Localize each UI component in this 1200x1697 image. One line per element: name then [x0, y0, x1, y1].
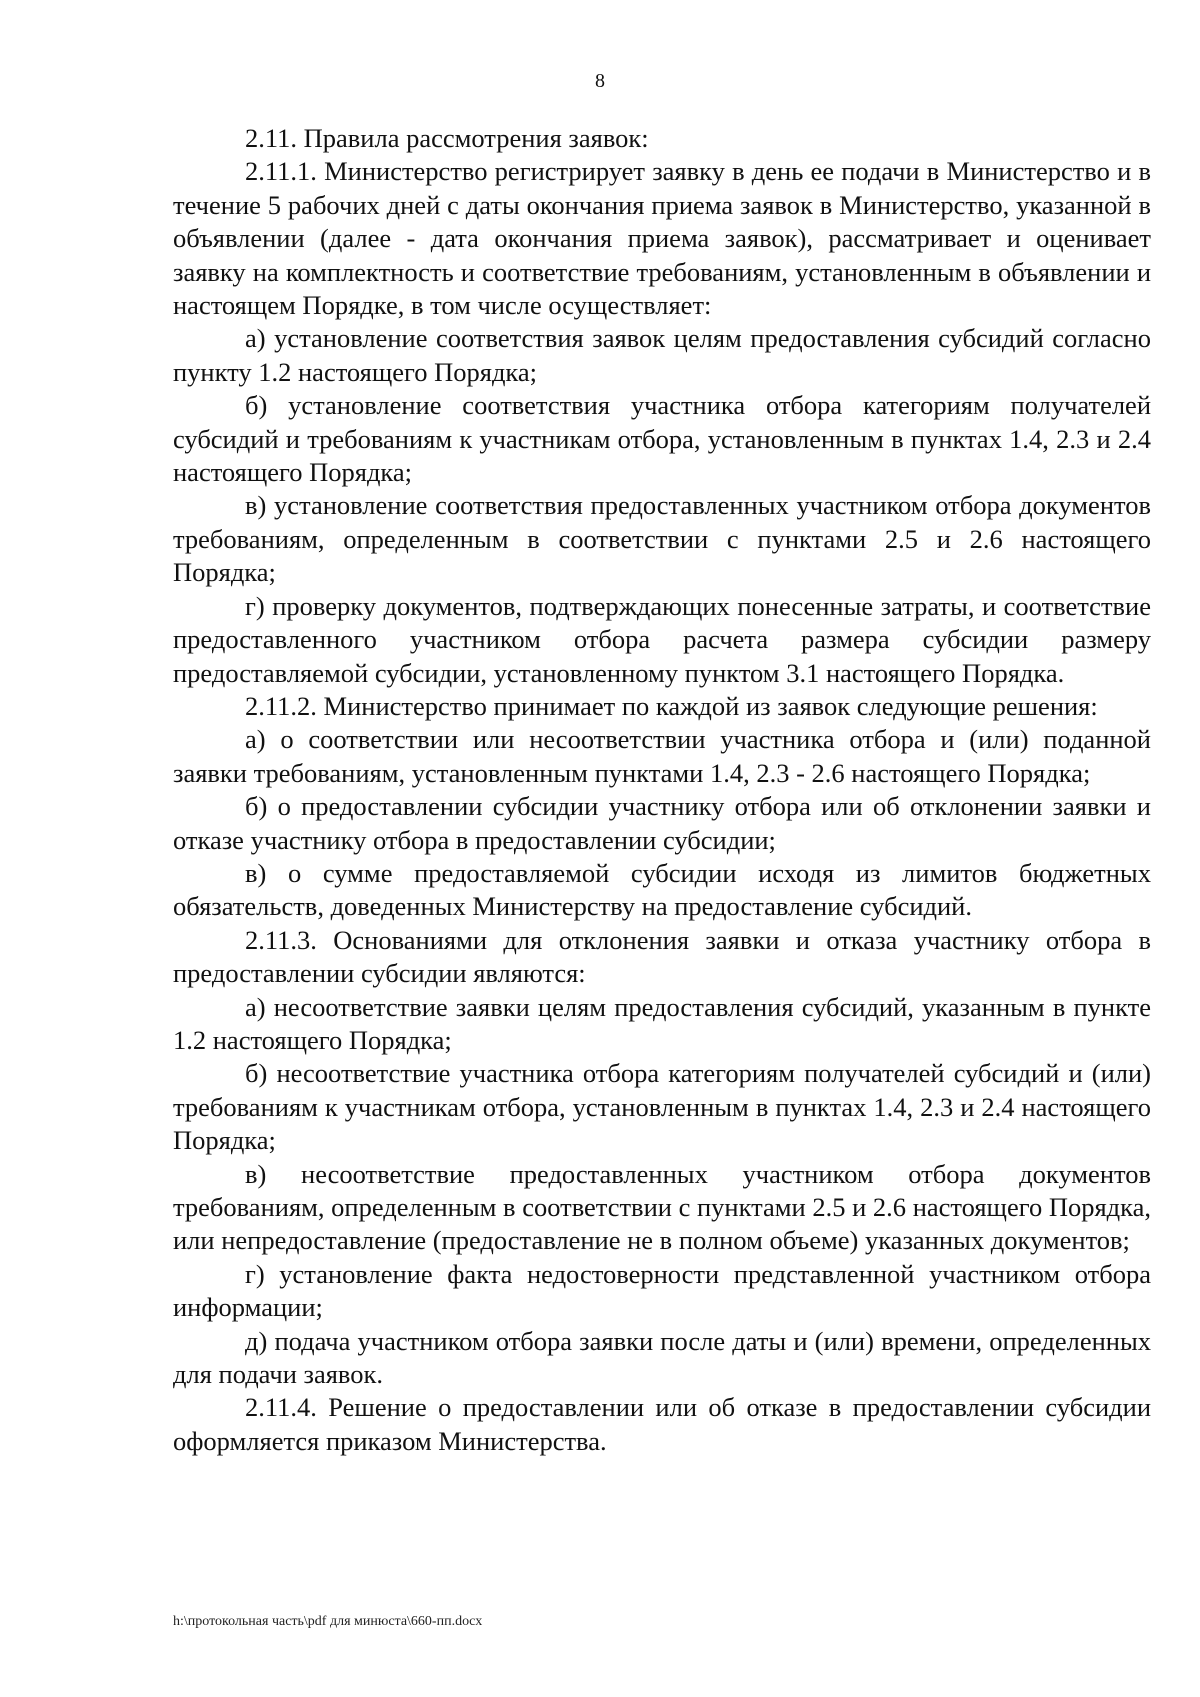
- paragraph-2-11-1-a: а) установление соответствия заявок целям предоставления субсидий согласно пункту 1.2 настоящего Порядка;: [173, 323, 1151, 387]
- paragraph-2-11-1-b: б) установление соответствия участника отбора категориям получателей субсидий и требованиям к участникам отбора, установленным в пунктах 1.4, 2.3 и 2.4 настоящего Порядка;: [173, 390, 1151, 488]
- paragraph-2-11-1-g: г) проверку документов, подтверждающих понесенные затраты, и соответствие предоставленного участником отбора расчета размера субсидии размеру предоставляемой субсидии, установленному пунктом 3.1 настоящего Порядка.: [173, 590, 1151, 688]
- paragraph-2-11-1-v: в) установление соответствия предоставленных участником отбора документов требованиям, определенным в соответствии с пунктами 2.5 и 2.6 настоящего Порядка;: [173, 490, 1151, 588]
- paragraph-2-11-2-v: в) о сумме предоставляемой субсидии исходя из лимитов бюджетных обязательств, доведенных Министерству на предоставление субсидий.: [173, 857, 1151, 922]
- paragraph-2-11-2-b: б) о предоставлении субсидии участнику отбора или об отклонении заявки и отказе участнику отбора в предоставлении субсидии;: [173, 791, 1151, 855]
- paragraph-2-11-3-a: а) несоответствие заявки целям предоставления субсидий, указанным в пункте 1.2 настоящего Порядка;: [173, 991, 1151, 1055]
- paragraph-2-11-3-v: в) несоответствие предоставленных участником отбора документов требованиям, определенным в соответствии с пунктами 2.5 и 2.6 настоящего Порядка, или непредоставление (предоставление не в полном объеме) указанных документов;: [173, 1158, 1151, 1256]
- page-number: 8: [595, 70, 605, 92]
- paragraph-2-11-3-d: д) подача участником отбора заявки после даты и (или) времени, определенных для подачи заявок.: [173, 1325, 1151, 1390]
- paragraph-2-11-2: 2.11.2. Министерство принимает по каждой из заявок следующие решения:: [245, 690, 1098, 721]
- paragraph-2-11-3: 2.11.3. Основаниями для отклонения заявки и отказа участнику отбора в предоставлении субсидии являются:: [173, 924, 1151, 989]
- document-body: [173, 122, 1151, 1458]
- paragraph-2-11-2-a: а) о соответствии или несоответствии участника отбора и (или) поданной заявки требованиям, установленным пунктами 1.4, 2.3 - 2.6 настоящего Порядка;: [173, 724, 1151, 788]
- paragraph-2-11-3-g: г) установление факта недостоверности представленной участником отбора информации;: [173, 1258, 1151, 1323]
- paragraph-2-11-4: 2.11.4. Решение о предоставлении или об отказе в предоставлении субсидии оформляется приказом Министерства.: [173, 1392, 1151, 1456]
- paragraph-2-11-1: 2.11.1. Министерство регистрирует заявку в день ее подачи в Министерство и в течение 5 рабочих дней с даты окончания приема заявок в Министерство, указанной в объявлении (далее - дата окончания приема заявок), рассматривает и оценивает заявку на комплектность и соответствие требованиям, установленным в объявлении и настоящем Порядке, в том числе осуществляет:: [173, 156, 1151, 321]
- paragraph-2-11-heading: 2.11. Правила рассмотрения заявок:: [245, 123, 649, 153]
- paragraph-2-11-3-b: б) несоответствие участника отбора категориям получателей субсидий и (или) требованиям к участникам отбора, установленным в пунктах 1.4, 2.3 и 2.4 настоящего Порядка;: [173, 1058, 1151, 1156]
- footer-file-path: h:\протокольная часть\pdf для минюста\660-пп.docx: [173, 1614, 483, 1629]
